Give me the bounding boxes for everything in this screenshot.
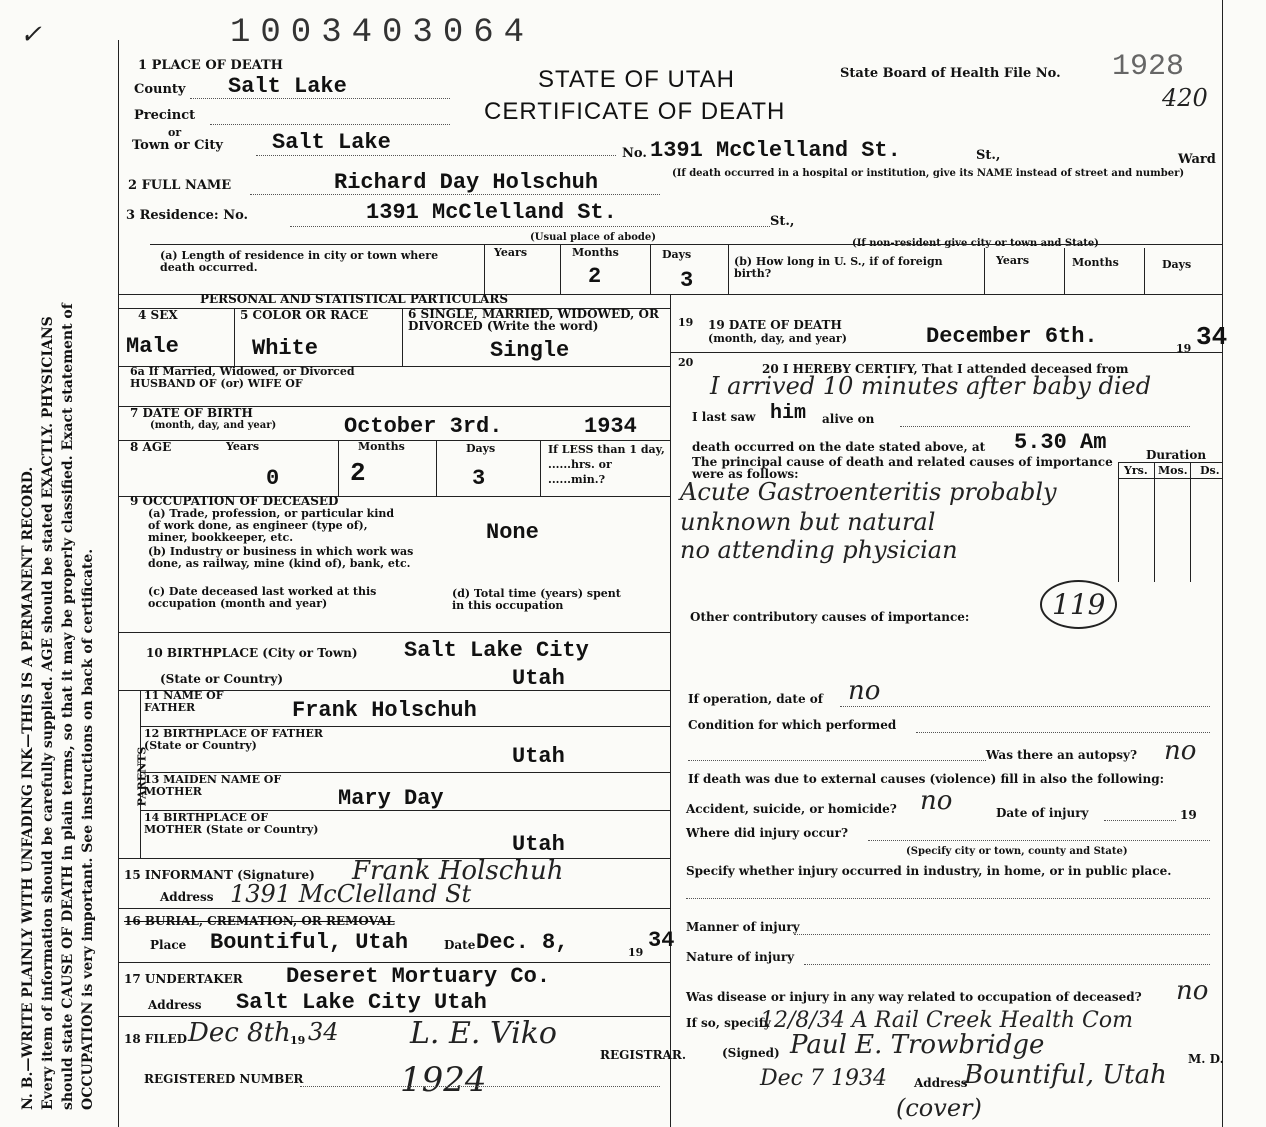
undertaker-value: Deseret Mortuary Co. <box>286 964 551 989</box>
condition-label: Condition for which performed <box>688 718 897 732</box>
death-date-value: December 6th. <box>926 324 1098 349</box>
manner-label: Manner of injury <box>686 920 800 934</box>
town-line <box>256 155 616 156</box>
dur-v3 <box>1190 462 1191 582</box>
certificate-number: 1003403064 <box>230 14 535 52</box>
specify-note: (Specify city or town, county and State) <box>906 846 1128 857</box>
occupation-b: (b) Industry or business in which work was done, as railway, mine (kind of), bank, etc. <box>148 545 414 570</box>
father-label: 11 NAME OF FATHER <box>144 689 224 714</box>
mother-value: Mary Day <box>338 786 444 811</box>
mother-bp-label: 14 BIRTHPLACE OF MOTHER (State or Country) <box>144 811 319 836</box>
occupation-d: (d) Total time (years) spent in this occupation <box>452 587 621 612</box>
age-v3 <box>540 440 541 496</box>
full-name-value: Richard Day Holschuh <box>334 170 599 195</box>
age-months: 2 <box>350 458 366 488</box>
frame-right <box>1222 0 1223 1127</box>
where-line <box>868 840 1210 841</box>
margin-mark: ✓ <box>20 20 42 50</box>
town-label: Town or City <box>132 138 223 153</box>
dur-v1 <box>1118 462 1119 582</box>
injury-date-line <box>1104 820 1176 821</box>
nature-label: Nature of injury <box>686 950 795 964</box>
informant-addr-label: Address <box>160 890 214 904</box>
father-bp-value: Utah <box>512 744 565 769</box>
residence-value: 1391 McClelland St. <box>366 200 617 225</box>
margin-text-4: OCCUPATION is very important. See instructions on back of certificate. <box>80 548 96 1110</box>
signed-addr-label: Address <box>914 1076 968 1090</box>
filed-year: 34 <box>308 1018 339 1046</box>
st-label: St., <box>976 148 1001 163</box>
personal-heading: PERSONAL AND STATISTICAL PARTICULARS <box>200 292 509 306</box>
parents-label: PARENTS <box>135 746 149 807</box>
sex-label: 4 SEX <box>138 308 178 322</box>
file-no: 1928 <box>1112 50 1185 84</box>
foreign-months: Months <box>1072 256 1119 269</box>
sex-div <box>234 308 235 366</box>
cover-note: (cover) <box>896 1094 982 1122</box>
cause-2: unknown but natural <box>680 508 936 536</box>
residence-label: 3 Residence: No. <box>126 208 249 223</box>
physician-signature: Paul E. Trowbridge <box>790 1030 1045 1060</box>
signed-label: (Signed) <box>722 1046 780 1060</box>
residence-st-label: St., <box>770 214 795 229</box>
accident-label: Accident, suicide, or homicide? <box>686 802 897 816</box>
birthplace-value: Salt Lake City <box>404 638 589 663</box>
injury-year-prefix: 19 <box>1180 808 1197 822</box>
birthplace-label: 10 BIRTHPLACE (City or Town) <box>146 646 358 660</box>
res-v2 <box>560 244 561 294</box>
alive-label: alive on <box>822 412 875 426</box>
county-label: County <box>134 82 186 97</box>
occupational-value: no <box>1176 976 1209 1006</box>
filed-year-prefix: 19 <box>290 1034 306 1047</box>
margin-text-3: should state CAUSE OF DEATH in plain terms, so that it may be properly classified. Exact statement of <box>60 303 76 1110</box>
father-bp-label: 12 BIRTHPLACE OF FATHER (State or Country) <box>144 727 324 752</box>
occupation-a: (a) Trade, profession, or particular kind of work done, as engineer (type of), miner, bookkeeper, etc. <box>148 507 395 544</box>
cause-3: no attending physician <box>680 536 958 564</box>
operation-label: If operation, date of <box>688 692 823 706</box>
length-label: (a) Length of residence in city or town where death occurred. <box>160 249 439 274</box>
age-v1 <box>338 440 339 496</box>
nature-line <box>804 964 1210 965</box>
dur-v2 <box>1154 462 1155 582</box>
burial-bottom <box>118 962 670 963</box>
occupation-c: (c) Date deceased last worked at this occupation (month and year) <box>148 585 377 610</box>
dob-value: October 3rd. <box>344 414 503 439</box>
birthplace-state-label: (State or Country) <box>160 672 284 686</box>
left-margin <box>0 0 118 1127</box>
signed-date: Dec 7 1934 <box>760 1066 887 1091</box>
res-v6 <box>1064 248 1065 294</box>
autopsy-value: no <box>1164 736 1197 766</box>
death-at-label: death occurred on the date stated above, at <box>692 440 986 454</box>
cause-code: 119 <box>1040 580 1117 629</box>
age-label: 8 AGE <box>130 440 172 454</box>
marital-value: Single <box>490 338 570 363</box>
burial-year-prefix: 19 <box>628 946 644 959</box>
undertaker-label: 17 UNDERTAKER <box>124 972 243 986</box>
condition-line <box>916 732 1210 733</box>
dob-year: 1934 <box>584 414 637 439</box>
res-days: 3 <box>680 268 694 293</box>
title-certificate: CERTIFICATE OF DEATH <box>484 98 786 125</box>
death-year: 34 <box>1196 322 1228 352</box>
saw-value: him <box>770 402 807 425</box>
certify-label: 20 I HEREBY CERTIFY, That I attended deceased from <box>762 362 1129 376</box>
precinct-line <box>210 124 450 125</box>
registrar-signature: L. E. Viko <box>410 1016 557 1051</box>
ds-label: Ds. <box>1200 464 1220 477</box>
yrs-label: Yrs. <box>1124 464 1148 477</box>
ifso-label: If so, specify <box>686 1016 771 1030</box>
place-heading: 1 PLACE OF DEATH <box>138 58 283 73</box>
informant-addr: 1391 McClelland St <box>230 880 472 908</box>
manner-line <box>794 934 1210 935</box>
res-v4 <box>728 244 729 294</box>
color-value: White <box>252 336 319 361</box>
res-v3 <box>650 244 651 294</box>
specify-label: Specify whether injury occurred in industry, in home, or in public place. <box>686 864 1172 878</box>
town-value: Salt Lake <box>272 130 391 155</box>
injury-date-label: Date of injury <box>996 806 1089 820</box>
occupation-label: 9 OCCUPATION OF DECEASED <box>130 494 339 508</box>
occupation-value: None <box>486 520 539 545</box>
filed-label: 18 FILED <box>124 1032 187 1046</box>
undertaker-bottom <box>118 1016 670 1017</box>
res-v7 <box>1144 248 1145 294</box>
death-date-num: 19 <box>678 316 694 329</box>
mother-bp-value: Utah <box>512 832 565 857</box>
no-label: No. <box>622 146 647 161</box>
death-date-label: 19 DATE OF DEATH <box>708 318 842 332</box>
dob-sub: (month, day, and year) <box>150 420 277 431</box>
age-v2 <box>436 440 437 496</box>
precinct-label: Precinct <box>134 108 196 123</box>
certify-num: 20 <box>678 356 694 369</box>
death-year-prefix: 19 <box>1176 342 1192 355</box>
cause-label: The principal cause of death and related causes of importance were as follows: <box>692 455 1113 481</box>
father-value: Frank Holschuh <box>292 698 477 723</box>
foreign-days: Days <box>1162 258 1192 271</box>
burial-label: 16 BURIAL, CREMATION, OR REMOVAL <box>124 914 395 928</box>
spouse-label: 6a If Married, Widowed, or Divorced HUSBAND OF (or) WIFE OF <box>130 365 355 390</box>
external-label: If death was due to external causes (violence) fill in also the following: <box>688 772 1165 786</box>
age-years: 0 <box>266 466 280 491</box>
specify-line <box>686 898 1210 899</box>
res-months-label: Months <box>572 246 619 259</box>
burial-place: Bountiful, Utah <box>210 930 409 955</box>
age-months-label: Months <box>358 440 405 453</box>
saw-label: I last saw <box>692 410 756 424</box>
age-days: 3 <box>472 466 486 491</box>
certify-line1: I arrived 10 minutes after baby died <box>710 372 1152 400</box>
res-top-line <box>150 244 1222 245</box>
title-state: STATE OF UTAH <box>538 66 735 93</box>
registered-label: REGISTERED NUMBER <box>144 1072 304 1086</box>
mos-label: Mos. <box>1158 464 1188 477</box>
burial-year: 34 <box>648 928 675 953</box>
occupation-bottom <box>118 632 670 633</box>
ifso-value: 12/8/34 A Rail Creek Health Com <box>760 1008 1133 1033</box>
column-divider <box>670 294 671 1127</box>
alive-line <box>900 426 1190 427</box>
mother-label: 13 MAIDEN NAME OF MOTHER <box>144 773 282 798</box>
autopsy-pre-line <box>688 760 986 761</box>
frame-left <box>118 40 119 1127</box>
death-date-sub: (month, day, and year) <box>708 332 847 345</box>
cause-1: Acute Gastroenteritis probably <box>680 478 1057 506</box>
birthplace-state: Utah <box>512 666 565 691</box>
res-v5 <box>984 248 985 294</box>
informant-label: 15 INFORMANT (Signature) <box>124 868 315 882</box>
operation-value: no <box>848 676 881 706</box>
abode-note: (Usual place of abode) <box>530 232 656 243</box>
or-label: or <box>168 126 182 139</box>
informant-signature: Frank Holschuh <box>352 856 564 886</box>
registrar-label: REGISTRAR. <box>600 1048 687 1062</box>
res-days-label: Days <box>662 248 692 261</box>
dob-label: 7 DATE OF BIRTH <box>130 406 253 420</box>
informant-bottom <box>118 908 670 909</box>
md-label: M. D. <box>1188 1052 1224 1066</box>
name-line <box>250 194 660 195</box>
margin-text-2: Every item of information should be carefully supplied. AGE should be stated EXACTLY. PHYSICIANS <box>40 316 56 1110</box>
margin-text-1: N. B.—WRITE PLAINLY WITH UNFADING INK—THIS IS A PERMANENT RECORD. <box>20 466 36 1110</box>
death-time: 5.30 Am <box>1014 430 1107 455</box>
marital-label: 6 SINGLE, MARRIED, WIDOWED, OR DIVORCED (Write the word) <box>408 307 659 333</box>
accident-value: no <box>920 786 953 816</box>
color-label: 5 COLOR OR RACE <box>240 308 369 322</box>
file-no-label: State Board of Health File No. <box>840 66 1061 81</box>
full-name-label: 2 FULL NAME <box>128 178 232 193</box>
county-value: Salt Lake <box>228 74 347 99</box>
hospital-note: (If death occurred in a hospital or institution, give its NAME instead of street and number) <box>672 168 1185 179</box>
res-v1 <box>484 244 485 294</box>
death-date-bottom <box>670 352 1222 353</box>
age-years-label: Years <box>226 440 260 453</box>
residence-line <box>290 226 770 227</box>
age-days-label: Days <box>466 442 496 455</box>
res-months: 2 <box>588 264 602 289</box>
signed-addr: Bountiful, Utah <box>964 1060 1167 1090</box>
undertaker-addr-label: Address <box>148 998 202 1012</box>
sex-value: Male <box>126 334 179 359</box>
registered-value: 1924 <box>400 1060 487 1100</box>
foreign-years: Years <box>996 254 1030 267</box>
res-years-label: Years <box>494 246 528 259</box>
duration-line <box>1118 462 1222 463</box>
burial-date: Dec. 8, <box>476 930 569 955</box>
burial-place-label: Place <box>150 938 187 952</box>
color-div <box>402 308 403 366</box>
operation-line <box>840 706 1210 707</box>
nonres-note: (If non-resident give city or town and State) <box>852 238 1099 249</box>
dur-head-line <box>1118 478 1222 479</box>
county-line <box>190 98 450 99</box>
registered-line <box>300 1086 660 1087</box>
less-label: If LESS than 1 day, ......hrs. or ......min.? <box>548 443 665 486</box>
burial-date-label: Date <box>444 938 476 952</box>
occupational-label: Was disease or injury in any way related to occupation of deceased? <box>686 990 1142 1004</box>
undertaker-addr: Salt Lake City Utah <box>236 990 487 1015</box>
foreign-label: (b) How long in U. S., if of foreign birth? <box>734 255 943 280</box>
ward-label: Ward <box>1178 152 1216 167</box>
autopsy-label: Was there an autopsy? <box>986 748 1138 762</box>
file-no-2: 420 <box>1162 84 1208 112</box>
duration-label: Duration <box>1146 448 1207 462</box>
filed-date: Dec 8th <box>188 1018 291 1048</box>
contrib-label: Other contributory causes of importance: <box>690 610 970 624</box>
place-address: 1391 McClelland St. <box>650 138 901 163</box>
where-label: Where did injury occur? <box>686 826 849 840</box>
